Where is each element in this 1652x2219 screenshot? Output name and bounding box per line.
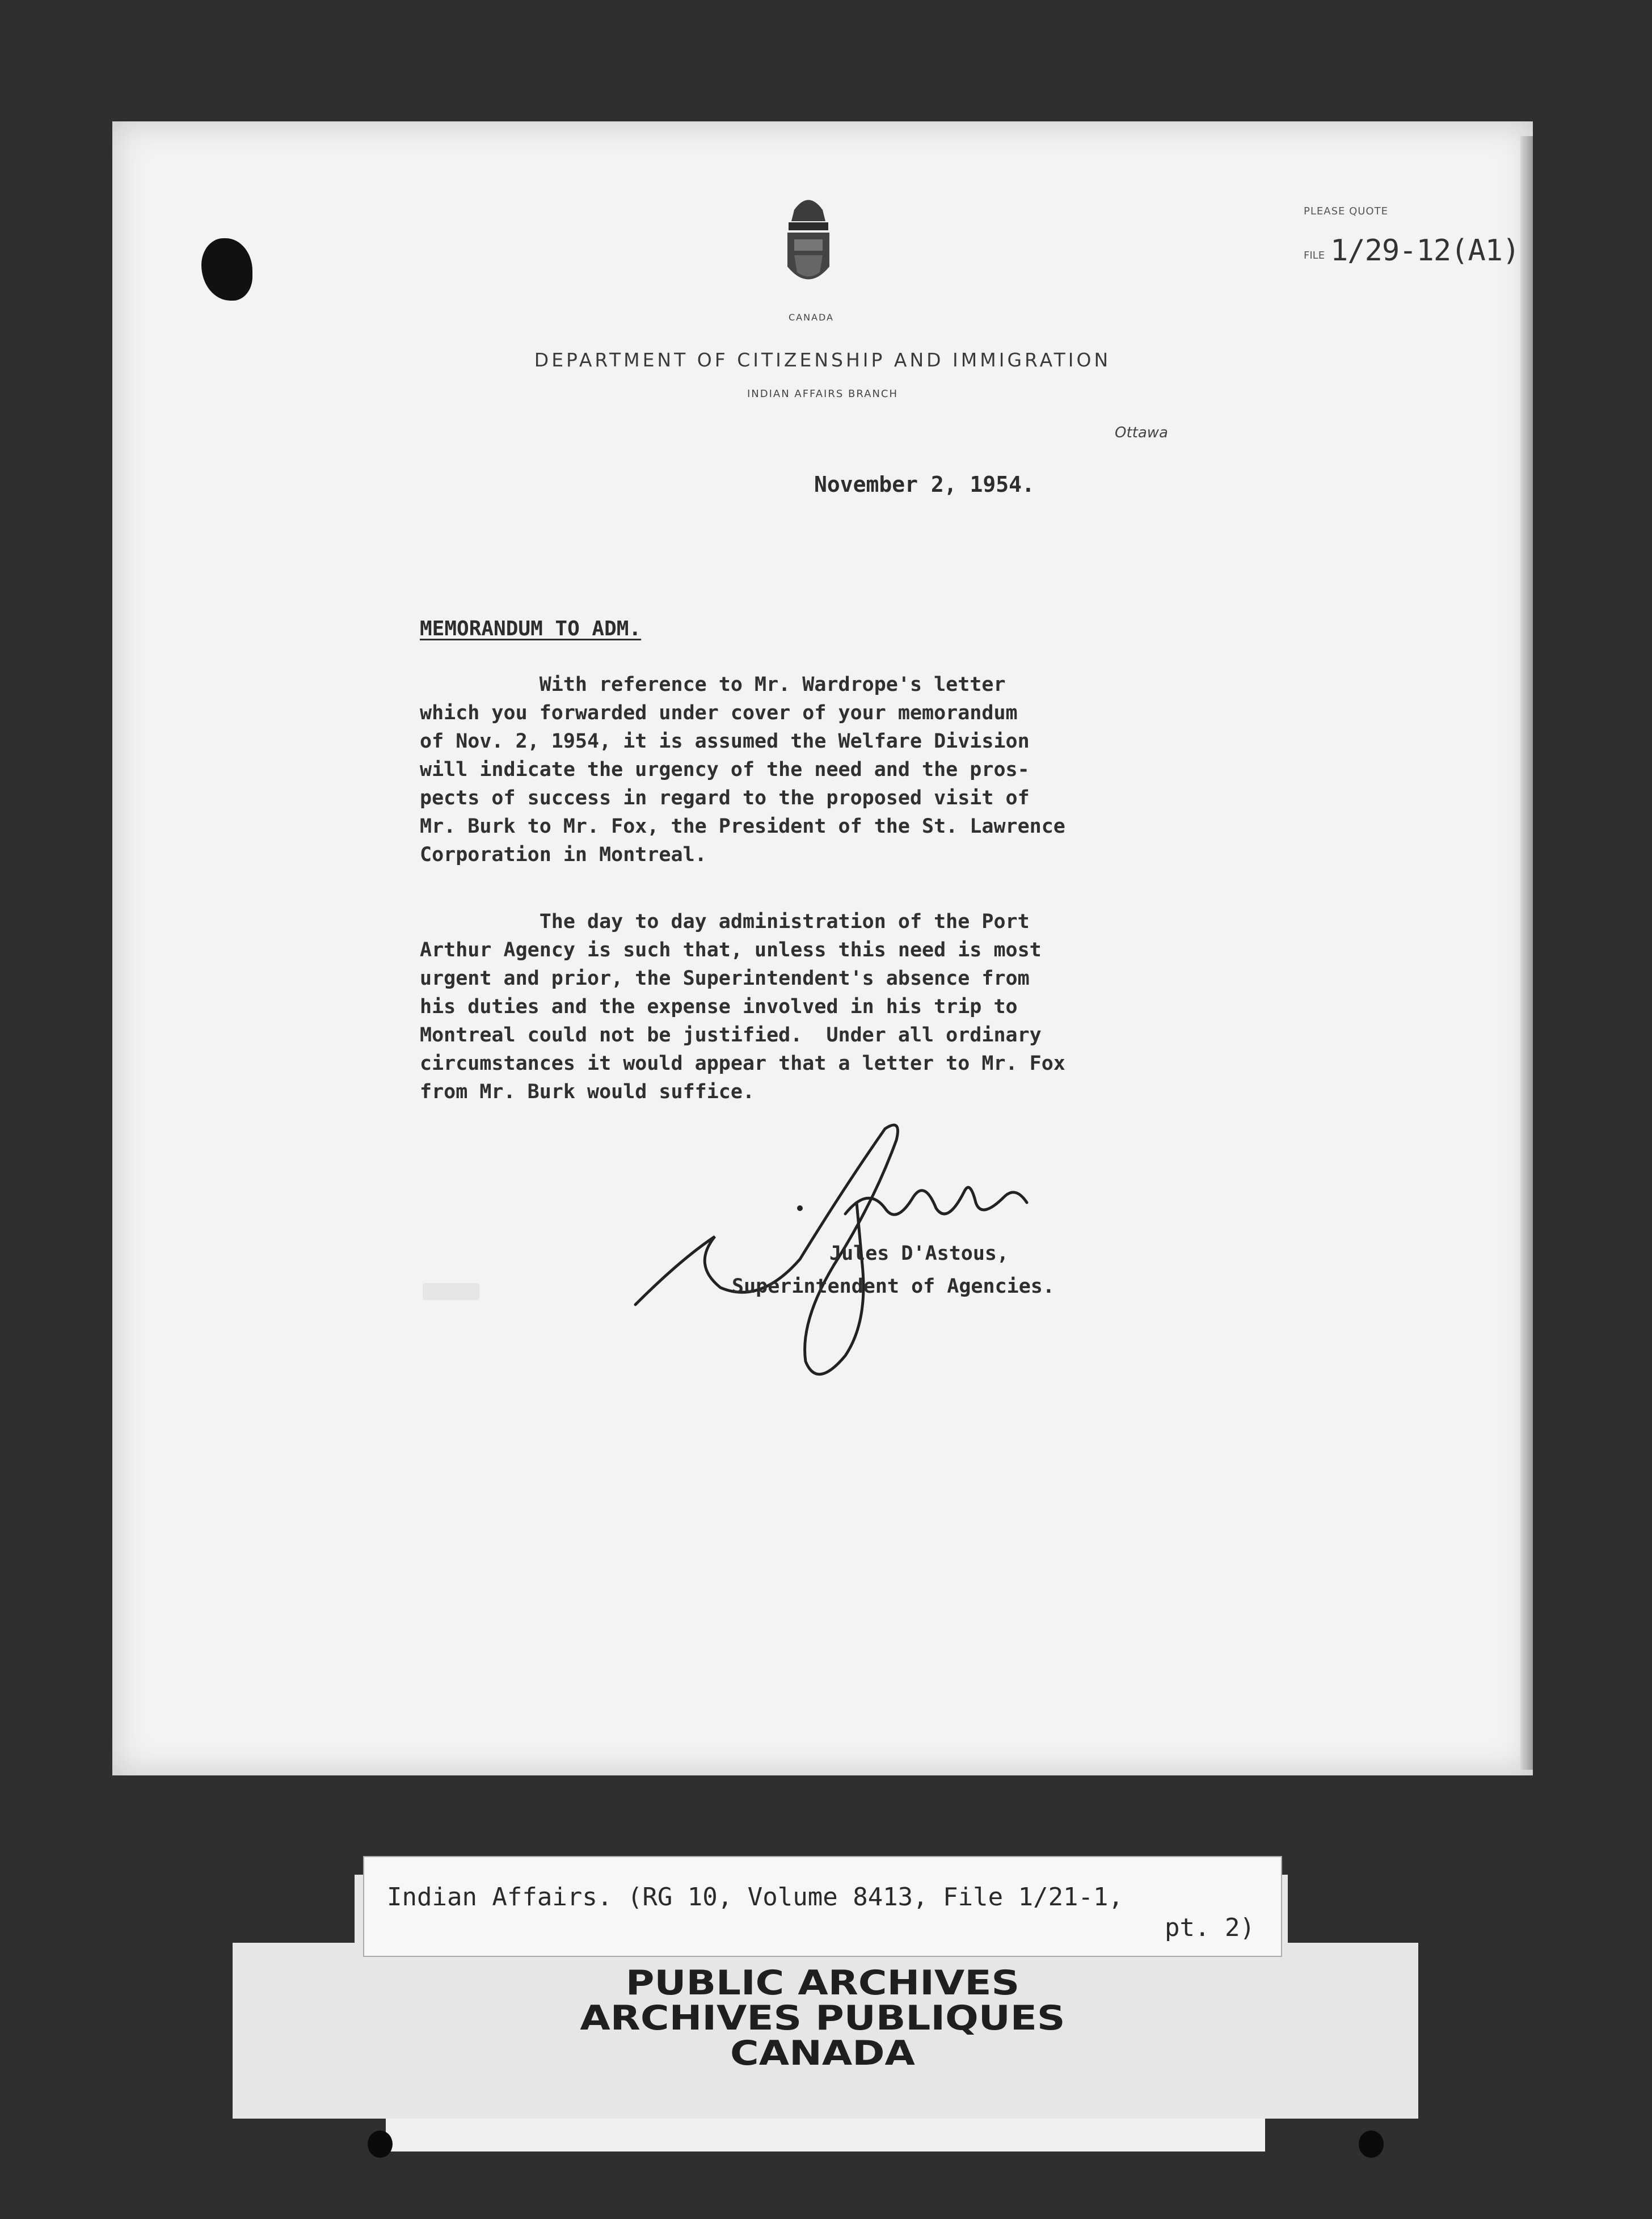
film-sprocket-hole (1359, 2131, 1384, 2158)
archive-stamp (464, 1965, 1182, 2071)
card-bottom-strip (386, 2119, 1265, 2151)
reference-line-2: pt. 2) (1165, 1913, 1255, 1942)
card-notch-left (233, 1875, 355, 1943)
coat-of-arms-icon (777, 187, 840, 301)
city-label: Ottawa (1115, 424, 1168, 441)
branch-title: INDIAN AFFAIRS BRANCH (747, 388, 899, 400)
faint-smudge (423, 1283, 479, 1300)
memo-paragraph-1: With reference to Mr. Wardrope's letter which you forwarded under cover of your memorandum of Nov. 2, 1954, it is assumed the Welfare Division will indicate the urgency of the need and the pros- pects of success in regard to the proposed visit of Mr. Burk to Mr. Fox, the President of the St. Lawrence Corporation in Montreal. (420, 673, 1065, 866)
archive-french: ARCHIVES PUBLIQUES (580, 1998, 1065, 2038)
memo-heading: MEMORANDUM TO ADM. (420, 617, 642, 640)
please-quote-label: PLEASE QUOTE (1304, 205, 1388, 217)
reference-line-1: Indian Affairs. (RG 10, Volume 8413, File 1/21-1, (387, 1883, 1124, 1912)
archive-country: CANADA (730, 2034, 915, 2073)
signer-name: Jules D'Astous, (829, 1242, 1009, 1265)
department-title: DEPARTMENT OF CITIZENSHIP AND IMMIGRATION (534, 349, 1111, 371)
signer-title: Superintendent of Agencies. (732, 1275, 1055, 1298)
archive-english: PUBLIC ARCHIVES (625, 1963, 1020, 2003)
file-label: FILE (1304, 250, 1325, 261)
page-edge-shadow (1520, 136, 1533, 1770)
reference-text (387, 1882, 1255, 1943)
card-notch-right (1288, 1875, 1418, 1943)
film-sprocket-hole (368, 2131, 393, 2158)
file-number: 1/29-12(A1) (1330, 234, 1520, 268)
crest-caption: CANADA (788, 312, 834, 323)
memo-paragraph-2: The day to day administration of the Port Arthur Agency is such that, unless this need is most urgent and prior, the Superintendent's absence from his duties and the expense involved in his trip to Montreal could not be justified. Under all ordinary circumstances it would appear that a letter to Mr. Fox from Mr. Burk would suffice. (420, 910, 1065, 1103)
memo-date: November 2, 1954. (814, 472, 1035, 497)
